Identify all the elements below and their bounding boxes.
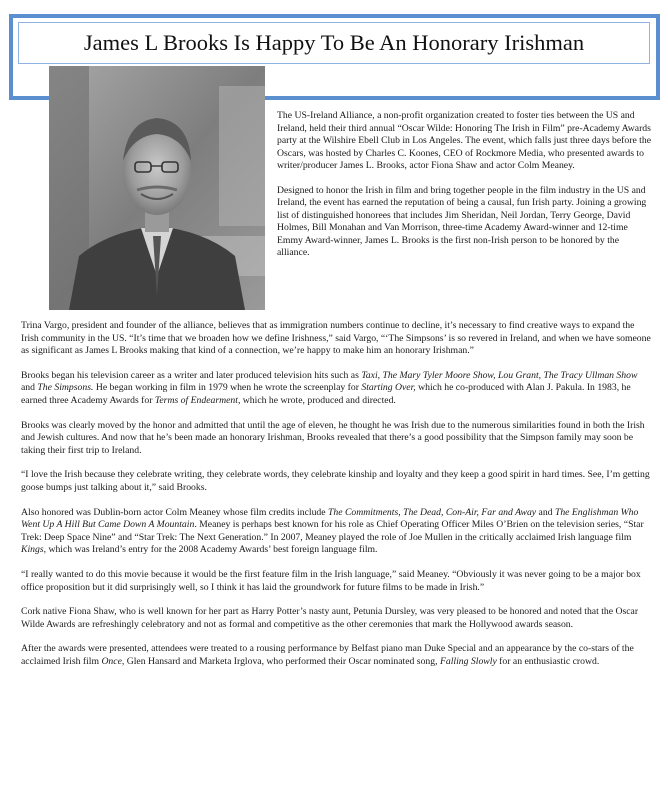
body-paragraph: “I love the Irish because they celebrate writing, they celebrate words, they celebrate kinship and loyalty and they keep a good spirit in hard times. See, I’m getting goose bumps just talking about it,” said Brooks. (21, 469, 650, 493)
body-paragraph: Brooks began his television career as a writer and later produced television hits such as Taxi, The Mary Tyler Moore Show, Lou Grant, The Tracy Ullman Show and The Simpsons. He began working in film in 1979 when he wrote the screenplay for Starting Over, which he co-produced with Alan J. Pakula. In 1983, he earned three Academy Awards for Terms of Endearment, which he wrote, produced and directed. (21, 369, 638, 406)
portrait-image (49, 66, 265, 310)
body-paragraph: Brooks was clearly moved by the honor and admitted that until the age of eleven, he thought he was Irish due to the numerous similarities found in both the Irish and Jewish cultures. And now that he’s been made an honorary Irishman, Brooks revealed that there’s a good possibility that the Simpson family may soon be taking their first trip to Ireland. (21, 419, 645, 456)
intro-column (277, 110, 653, 272)
article-title: James L Brooks Is Happy To Be An Honorary Irishman (18, 22, 650, 64)
intro-paragraph: The US-Ireland Alliance, a non-profit organization created to foster ties between the US and Ireland, held their third annual “Oscar Wilde: Honoring The Irish in Film” pre-Academy Awards party at the Wilshire Ebell Club in Los Angeles. The event, which falls just three days before the Oscars, was hosted by Charles C. Koones, CEO of Rockmore Media, who presented awards to writer/producer James L. Brooks, actor Fiona Shaw and actor Colm Meaney. (277, 110, 652, 171)
body-paragraph: After the awards were presented, attendees were treated to a rousing performance by Belfast piano man Duke Special and an appearance by the co-stars of the acclaimed Irish film Once, Glen Hansard and Marketa Irglova, who performed their Oscar nominated song, Falling Slowly for an enthusiastic crowd. (21, 643, 634, 667)
article-body (21, 320, 652, 680)
article-photo (49, 66, 265, 310)
body-paragraph: Also honored was Dublin-born actor Colm Meaney whose film credits include The Commitments, The Dead, Con-Air, Far and Away and The Englishman Who Went Up A Hill But Came Down A Mountain. Meaney is perhaps best known for his role as Chief Operating Officer Miles O’Brien on the television series, “Star Trek: Deep Space Nine” and “Star Trek: The Next Generation.” In 2007, Meaney played the role of Joe Mullen in the critically acclaimed Irish language film Kings, which was Ireland’s entry for the 2008 Academy Awards’ best foreign language film. (21, 506, 644, 556)
body-paragraph: Cork native Fiona Shaw, who is well known for her part as Harry Potter’s nasty aunt, Petunia Dursley, was very pleased to be honored and noted that the Oscar Wilde Awards are refreshingly celebratory and not as formal and competitive as the other ceremonies that mark the Hollywood awards season. (21, 606, 639, 630)
body-paragraph: Trina Vargo, president and founder of the alliance, believes that as immigration numbers continue to decline, it’s necessary to find creative ways to expand the Irish community in the US. “It’s time that we broaden how we define Irishness,” said Vargo, “‘The Simpsons’ is so revered in Ireland, and when we have someone as significant as James L Brooks making that kind of a connection, we’re happy to make him an honorary Irishman.” (21, 320, 651, 357)
intro-paragraph: Designed to honor the Irish in film and bring together people in the film industry in the US and Ireland, the event has earned the reputation of being a causal, fun Irish party. Joining a growing list of distinguished honorees that includes Jim Sheridan, Neil Jordan, Terry George, David Holmes, Bill Monahan and Van Morrison, three-time Academy Award-winner and 12-time Emmy Award-winner, James L. Brooks is the first non-Irish person to be honored by the alliance. (277, 184, 647, 258)
body-paragraph: “I really wanted to do this movie because it would be the first feature film in the Irish language,” said Meaney. “Obviously it was never going to be a major box office proposition but it did surprisingly well, so I think it has laid the groundwork for future films to be made in Irish.” (21, 568, 641, 593)
